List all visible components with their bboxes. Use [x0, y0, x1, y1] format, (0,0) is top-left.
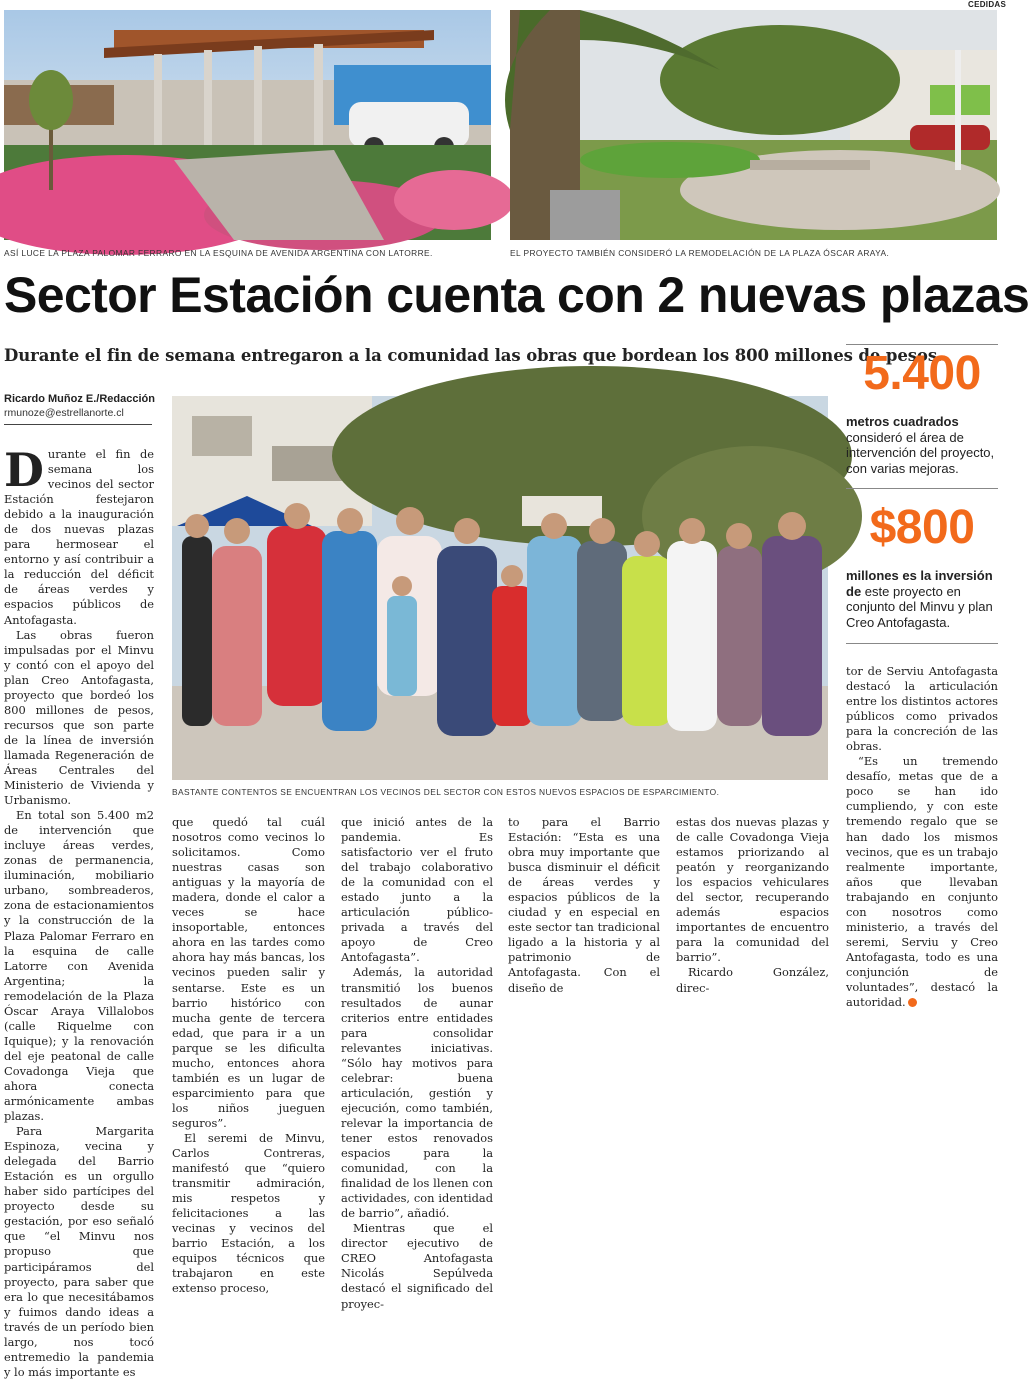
stat-text-area: [846, 414, 998, 476]
stat-text-investment: [846, 568, 998, 630]
article-column-1: [4, 443, 154, 1380]
article-paragraph: Además, la autoridad transmitió los buenos resultados de aunar criterios entre entidades para consolidar relevantes iniciativas. “Sólo hay motivos para celebrar: buena articulación, gestión y ejecución, como también, relevar la importancia de tener estos renovados espacios para la comunidad, con la finalidad de los llenen con actividades, con identidad de barrio”, añadió.: [341, 965, 493, 1221]
photo-plaza-oscar-araya-image: [510, 10, 997, 240]
article-subhead: Durante el fin de semana entregaron a la comunidad las obras que bordean los 800 millones de pesos.: [4, 346, 943, 365]
article-paragraph: “Es un tremendo desafío, metas que de a poco se han ido cumpliendo, y con este tremendo regalo que se han dado los mismos vecinos, que es un trabajo realmente importante, años que llevaban trabajando en conjunto con nosotros como ministerio, a través del seremi, Serviu y Creo Antofagasta, todo es una conjunción de voluntades”, destacó la autoridad.: [846, 754, 998, 1010]
sidebar-bottom-divider: [846, 643, 998, 644]
author-email[interactable]: rmunoze@estrellanorte.cl: [4, 407, 124, 419]
photo-plaza-palomar-ferraro-image: [4, 10, 491, 240]
article-column-5: [676, 815, 829, 996]
photo-group-neighbors-image: [172, 396, 828, 780]
stat-bold-investment: millones es la inversión de: [846, 568, 993, 599]
stat-body-area: consideró el área de intervención del proyecto, con varias mejoras.: [846, 429, 995, 476]
sidebar-mid-divider: [846, 488, 998, 489]
article-dropcap: D: [4, 443, 44, 497]
photo-caption-left: ASÍ LUCE LA PLAZA PALOMAR FERRARO EN LA ESQUINA DE AVENIDA ARGENTINA CON LATORRE.: [4, 248, 433, 258]
stat-body-investment: este proyecto en conjunto del Minvu y plan Creo Antofagasta.: [846, 583, 993, 630]
article-paragraph: Mientras que el director ejecutivo de CREO Antofagasta Nicolás Sepúlveda destacó el significado del proyec-: [341, 1221, 493, 1311]
article-paragraph: que inició antes de la pandemia. Es satisfactorio ver el fruto del trabajo colaborativo de la comunidad con el estado junto a la articulación público- privada a través del apoyo de Creo Antofagasta”.: [341, 815, 493, 965]
article-paragraph: urante el fin de semana los vecinos del sector Estación festejaron debido a la inauguración de dos nuevas plazas para hermosear el entorno y así contribuir a la reducción del déficit de áreas verdes y espacios públicos de Antofagasta.: [4, 447, 154, 627]
photo-group-neighbors: [172, 396, 828, 780]
article-author: Ricardo Muñoz E./Redacción: [4, 393, 155, 405]
stat-number-investment: $800: [869, 501, 975, 554]
byline-divider: [4, 424, 152, 425]
photo-credit: CEDIDAS: [968, 0, 1007, 9]
article-column-6: [846, 664, 998, 1010]
article-headline: Sector Estación cuenta con 2 nuevas plazas: [4, 267, 1029, 323]
stat-bold-area: metros cuadrados: [846, 414, 959, 429]
article-column-4: [508, 815, 660, 996]
article-column-2: [172, 815, 325, 1297]
article-paragraph: Ricardo González, direc-: [676, 965, 829, 995]
stat-number-area: 5.400: [863, 347, 981, 400]
article-paragraph: El seremi de Minvu, Carlos Contreras, manifestó que “quiero transmitir admiración, mis respetos y felicitaciones a las vecinas y vecinos del barrio Estación, a los equipos técnicos que trabajaron en este extenso proceso,: [172, 1130, 325, 1296]
article-paragraph: to para el Barrio Estación: “Esta es una obra muy importante que busca disminuir el déficit de áreas verdes y espacios públicos de la ciudad y en especial en este sector tan tradicional ligado a la historia y al patrimonio de Antofagasta. Con el diseño de: [508, 815, 660, 995]
photo-caption-right: EL PROYECTO TAMBIÉN CONSIDERÓ LA REMODELACIÓN DE LA PLAZA ÓSCAR ARAYA.: [510, 248, 890, 258]
photo-caption-group: BASTANTE CONTENTOS SE ENCUENTRAN LOS VECINOS DEL SECTOR CON ESTOS NUEVOS ESPACIOS DE ESPARCIMIENTO.: [172, 787, 720, 797]
photo-plaza-oscar-araya: [510, 10, 997, 240]
article-end-icon: [908, 998, 917, 1007]
article-paragraph: Las obras fueron impulsadas por el Minvu y contó con el apoyo del plan Creo Antofagasta, proyecto que bordeó los 800 millones de pesos, recursos que son parte de la línea de inversión llamada Regeneración de Áreas Centrales del Ministerio de Vivienda y Urbanismo.: [4, 627, 154, 808]
sidebar-top-divider: [846, 344, 998, 345]
article-paragraph: Para Margarita Espinoza, vecina y delegada del Barrio Estación es un orgullo haber sido partícipes del proyecto desde su gestación, por eso señaló que “el Minvu nos propuso que participáramos del proyecto, para saber que era lo que necesitábamos y fuimos dando ideas a través de un período bien largo, nos tocó entremedio la pandemia y lo más importante es: [4, 1124, 154, 1379]
article-paragraph: que quedó tal cuál nosotros como vecinos lo solicitamos. Como nuestras casas son antiguas y la mayoría de madera, donde el calor a veces se hace insoportable, entonces ahora en las tardes como ahora hay más bancas, los vecinos pueden salir y sentarse. Este es un barrio histórico con mucha gente de tercera edad, que para ir a un parque se les dificulta mucho, entonces ahora también es un lugar de esparcimiento para que los niños jueguen seguros”.: [172, 815, 325, 1130]
article-paragraph: estas dos nuevas plazas y de calle Covadonga Vieja estamos priorizando al peatón y reorganizando los espacios vehiculares del sector, recuperando además espacios importantes de encuentro para la comunidad del barrio”.: [676, 815, 829, 965]
photo-plaza-palomar-ferraro: [4, 10, 491, 240]
article-column-3: [341, 815, 493, 1312]
article-paragraph: tor de Serviu Antofagasta destacó la articulación entre los distintos actores públicos como privados para la concreción de las obras.: [846, 664, 998, 754]
article-paragraph: En total son 5.400 m2 de intervención que incluye áreas verdes, zonas de permanencia, iluminación, mobiliario urbano, sombreaderos, zona de estacionamientos y la construcción de la Plaza Palomar Ferraro en la esquina de calle Latorre con Avenida Argentina; la remodelación de la Plaza Óscar Araya Villalobos (calle Riquelme con Iquique); y la renovación del eje peatonal de calle Covadonga Vieja que ahora conecta armónicamente ambas plazas.: [4, 808, 154, 1124]
